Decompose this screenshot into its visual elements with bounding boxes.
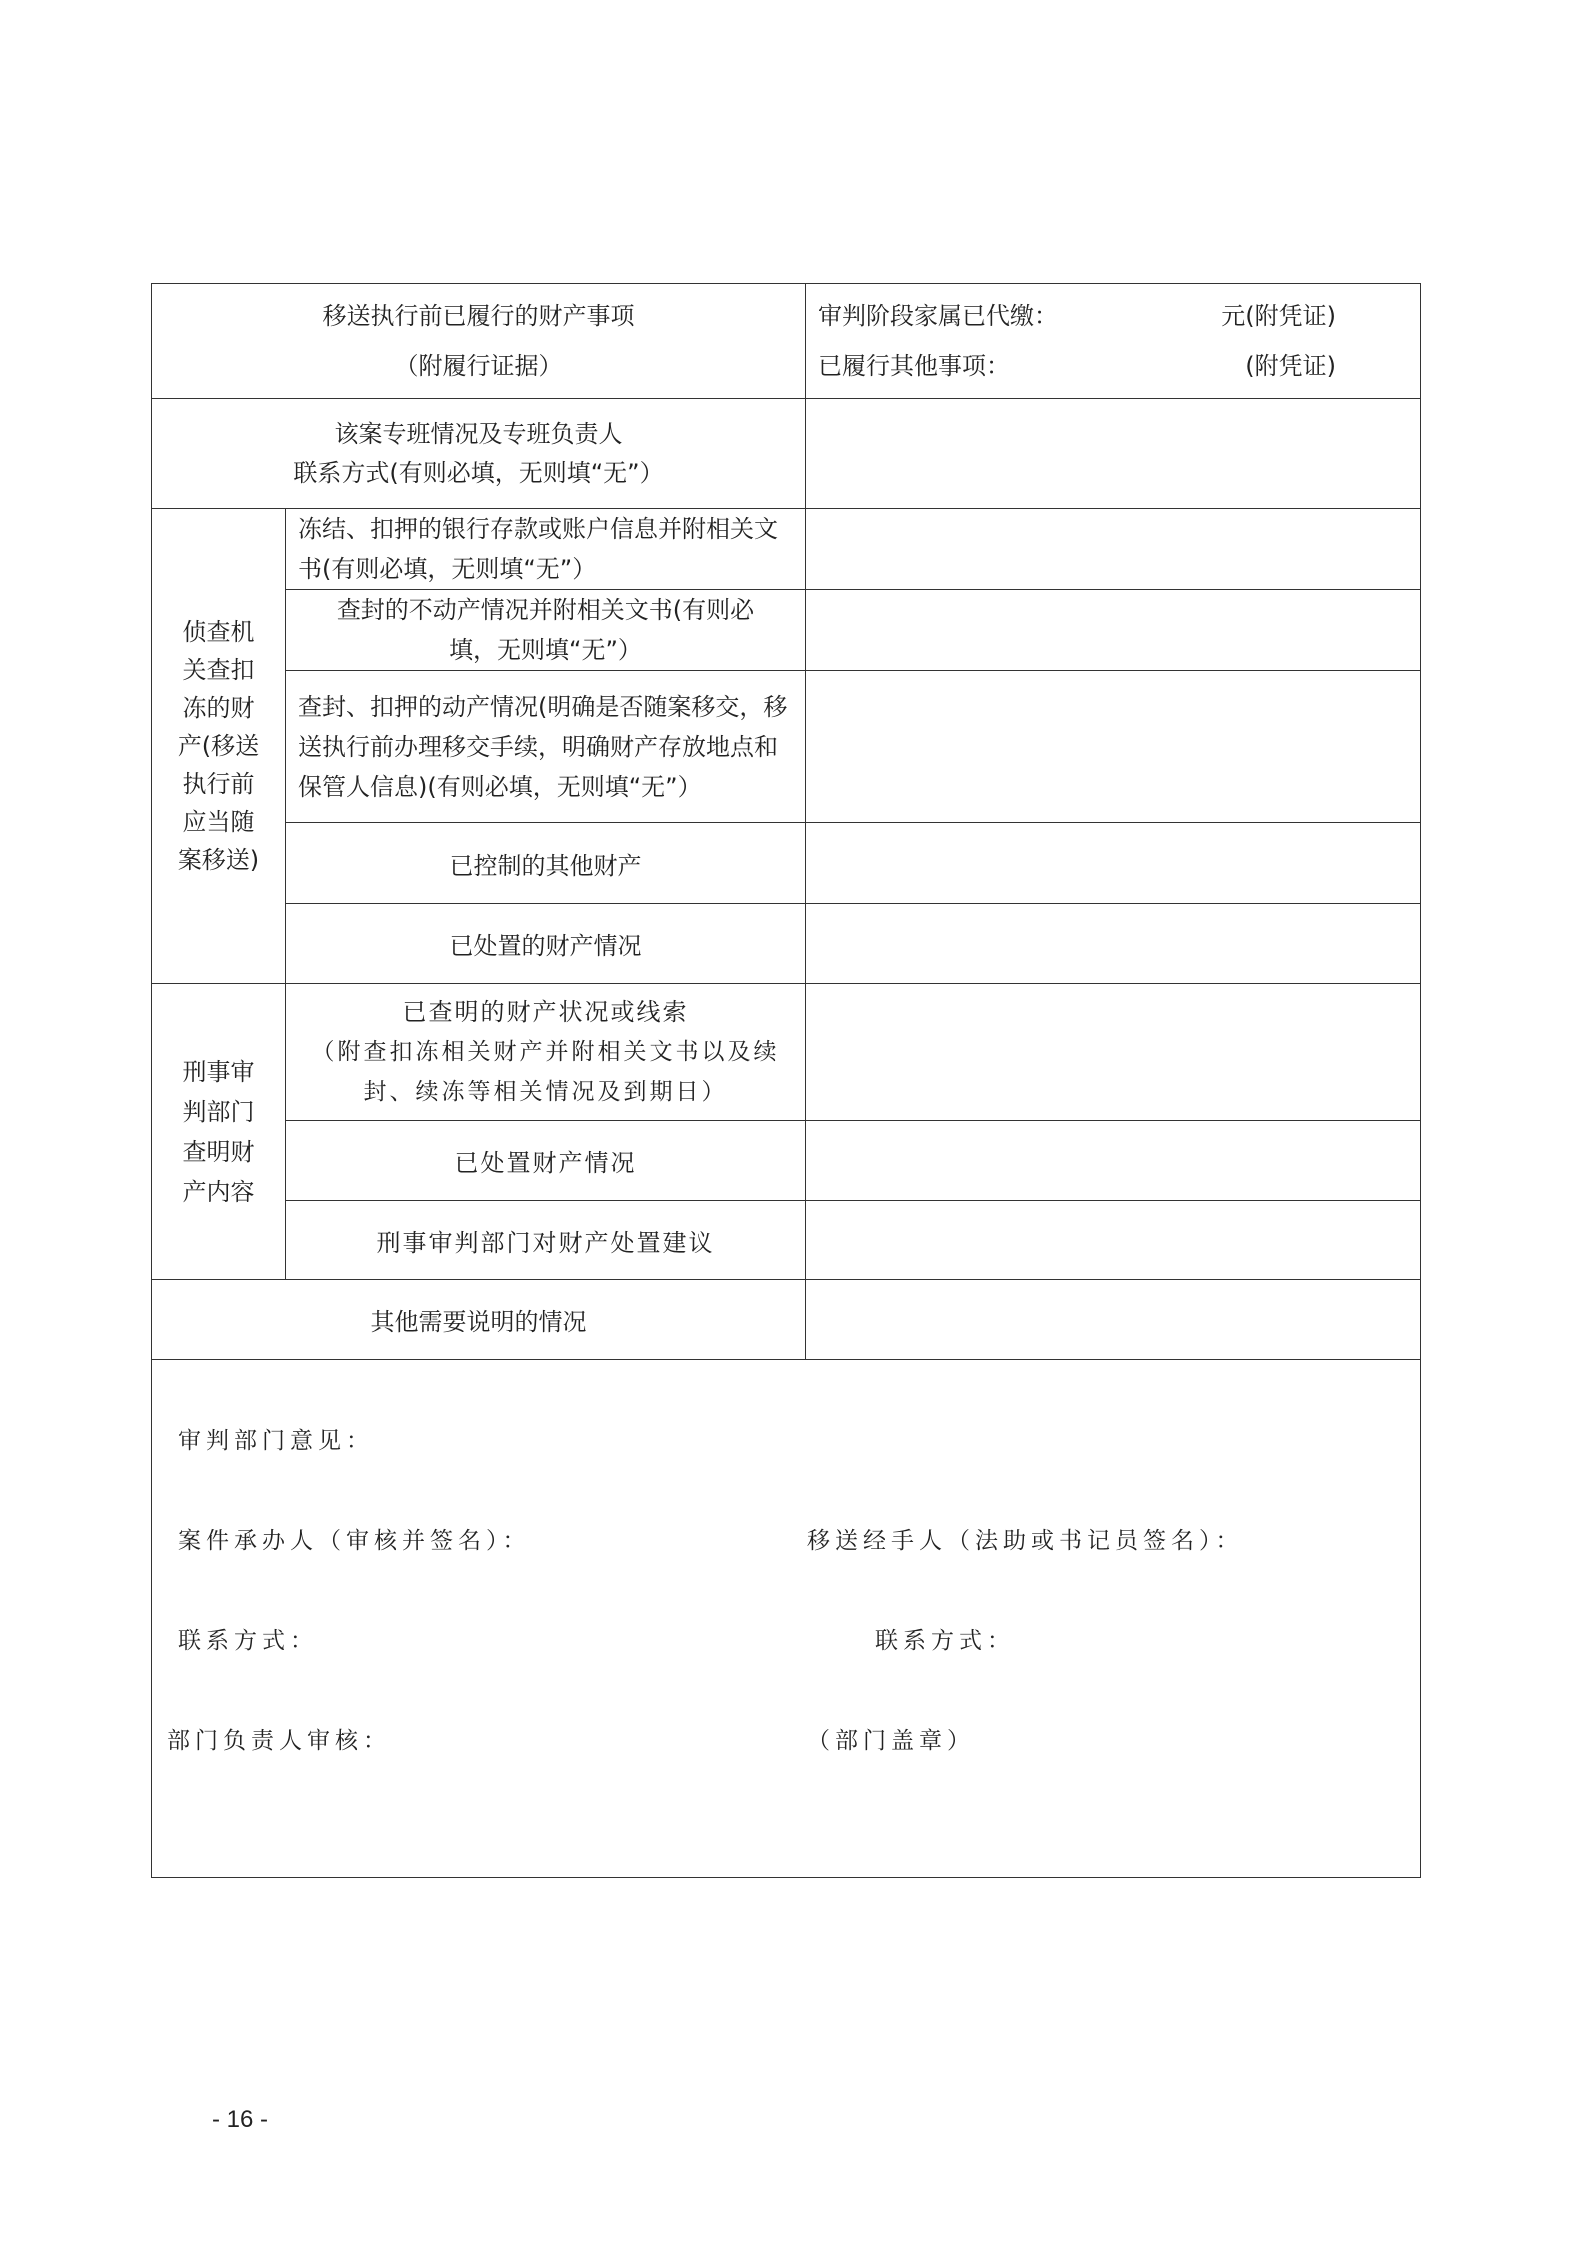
- investigation-seized-property-header: [152, 509, 286, 984]
- other-notes-value-cell[interactable]: [806, 1280, 1421, 1360]
- disposed-property-label: 已处置的财产情况: [286, 904, 806, 984]
- seized-movables-row: [152, 671, 1421, 823]
- transfer-handler-label: 移送经手人（法助或书记员签名）：: [807, 1528, 1244, 1554]
- disposal-suggestion-label: 刑事审判部门对财产处置建议: [286, 1201, 806, 1280]
- investigation-seized-property-title: 侦查机关查扣冻的财产(移送执行前应当随案移送): [177, 618, 260, 874]
- identified-property-row: [152, 984, 1421, 1121]
- task-force-title: 该案专班情况及专班负责人: [334, 419, 623, 448]
- contact-left-label: 联系方式：: [178, 1628, 318, 1654]
- other-performed-label: 已履行其他事项：: [818, 352, 1010, 380]
- performed-items-title: 移送执行前已履行的财产事项: [322, 302, 635, 330]
- performed-items-row: [152, 284, 1421, 399]
- family-paid-line: [818, 291, 1408, 341]
- task-force-label: [152, 399, 806, 509]
- sealed-real-estate-label: 查封的不动产情况并附相关文书(有则必填，无则填“无”）: [286, 590, 806, 671]
- property-transfer-form: [151, 283, 1421, 1878]
- identified-property-label: [286, 984, 806, 1121]
- disposed-assets-label: 已处置财产情况: [286, 1121, 806, 1201]
- other-notes-row: [152, 1280, 1421, 1360]
- other-performed-suffix: (附凭证): [1245, 352, 1336, 380]
- dept-head-review-label: 部门负责人审核：: [167, 1728, 391, 1754]
- other-controlled-value-cell[interactable]: [806, 823, 1421, 904]
- task-force-contact: 联系方式(有则必填，无则填“无”）: [293, 458, 664, 487]
- identified-property-title: 已查明的财产状况或线索: [402, 998, 689, 1026]
- other-controlled-label: 已控制的其他财产: [286, 823, 806, 904]
- family-paid-suffix: 元(附凭证): [1221, 302, 1336, 330]
- signature-row: [152, 1360, 1421, 1878]
- seized-movables-label: 查封、扣押的动产情况(明确是否随案移交，移送执行前办理移交手续，明确财产存放地点和保管人信息)(有则必填，无则填“无”）: [286, 671, 806, 823]
- frozen-deposits-value-cell[interactable]: [806, 509, 1421, 590]
- page-number: - 16 -: [212, 2106, 269, 2133]
- frozen-deposits-row: [152, 509, 1421, 590]
- seized-movables-value-cell[interactable]: [806, 671, 1421, 823]
- other-performed-line: [818, 341, 1408, 391]
- other-controlled-row: [152, 823, 1421, 904]
- family-paid-label: 审判阶段家属已代缴：: [818, 302, 1058, 330]
- disposal-suggestion-value-cell[interactable]: [806, 1201, 1421, 1280]
- performed-items-label: [152, 284, 806, 399]
- disposed-assets-value-cell[interactable]: [806, 1121, 1421, 1201]
- performed-items-note: （附履行证据）: [394, 352, 563, 380]
- sealed-real-estate-value-cell[interactable]: [806, 590, 1421, 671]
- trial-dept-findings-title: 刑事审判部门查明财产内容: [182, 1057, 255, 1206]
- identified-property-note: （附查扣冻相关财产并附相关文书以及续封、续冻等相关情况及到期日）: [311, 1039, 780, 1105]
- identified-property-value-cell[interactable]: [806, 984, 1421, 1121]
- disposal-suggestion-row: [152, 1201, 1421, 1280]
- task-force-row: [152, 399, 1421, 509]
- dept-seal-label: （部门盖章）: [807, 1728, 975, 1754]
- contact-right-label: 联系方式：: [875, 1628, 1015, 1654]
- other-notes-label: 其他需要说明的情况: [152, 1280, 806, 1360]
- disposed-property-row: [152, 904, 1421, 984]
- signature-block: [152, 1360, 1421, 1878]
- performed-items-detail[interactable]: [806, 284, 1421, 399]
- disposed-assets-row: [152, 1121, 1421, 1201]
- disposed-property-value-cell[interactable]: [806, 904, 1421, 984]
- sealed-real-estate-row: [152, 590, 1421, 671]
- task-force-value-cell[interactable]: [806, 399, 1421, 509]
- trial-dept-findings-header: [152, 984, 286, 1280]
- frozen-deposits-label: 冻结、扣押的银行存款或账户信息并附相关文书(有则必填，无则填“无”）: [286, 509, 806, 590]
- case-handler-label: 案件承办人（审核并签名）：: [178, 1528, 531, 1554]
- dept-opinion-label: 审判部门意见：: [178, 1428, 374, 1454]
